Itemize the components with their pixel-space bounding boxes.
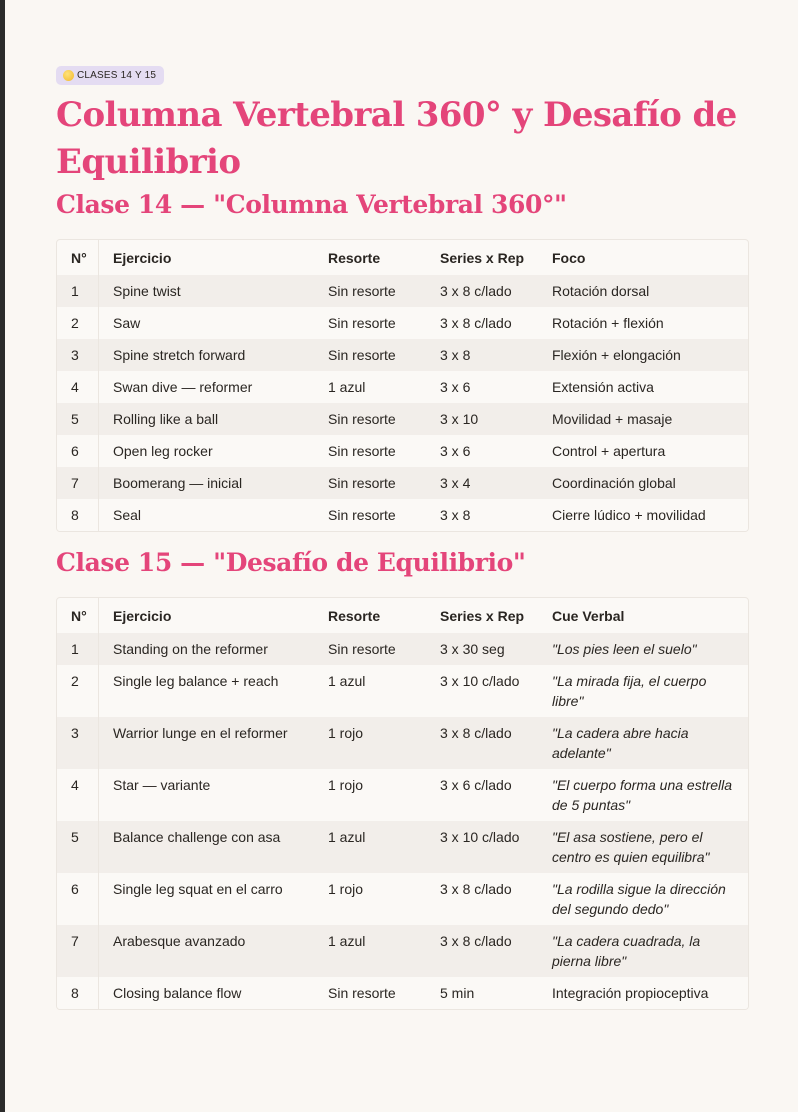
section-heading-clase-14: Clase 14 — "Columna Vertebral 360°" xyxy=(56,190,567,219)
table-row xyxy=(57,977,748,1009)
cell-ejercicio: Spine twist xyxy=(113,283,181,299)
cell-number: 6 xyxy=(57,435,99,467)
table-row xyxy=(57,633,748,665)
cell-resorte: 1 azul xyxy=(328,379,366,395)
table-clase-15 xyxy=(56,597,749,1010)
header-n: N° xyxy=(57,598,99,633)
cell-number: 8 xyxy=(57,977,99,1009)
cell-series: 3 x 8 c/lado xyxy=(440,283,512,299)
cell-series: 3 x 8 xyxy=(440,507,471,523)
header-series: Series x Rep xyxy=(440,250,525,266)
page-content xyxy=(56,66,749,1010)
cell-resorte: 1 rojo xyxy=(328,725,364,741)
cell-series: 3 x 6 xyxy=(440,379,471,395)
cell-resorte: Sin resorte xyxy=(328,475,396,491)
cell-series: 3 x 6 xyxy=(440,443,471,459)
cell-cue-verbal: "El asa sostiene, pero el centro es quien equilibra" xyxy=(552,829,710,865)
table-header-row xyxy=(57,598,748,633)
table-row xyxy=(57,435,748,467)
cell-number: 4 xyxy=(57,769,99,821)
cell-ejercicio: Standing on the reformer xyxy=(113,641,268,657)
table-row xyxy=(57,717,748,769)
table-clase-14 xyxy=(56,239,749,532)
table-row xyxy=(57,665,748,717)
cell-resorte: Sin resorte xyxy=(328,347,396,363)
cell-series: 3 x 8 xyxy=(440,347,471,363)
cell-foco: Extensión activa xyxy=(552,379,654,395)
badge-label: CLASES 14 Y 15 xyxy=(77,70,157,81)
table-row xyxy=(57,499,748,531)
cell-resorte: Sin resorte xyxy=(328,411,396,427)
cell-foco: Rotación dorsal xyxy=(552,283,650,299)
header-resorte: Resorte xyxy=(328,608,381,624)
cell-foco: Flexión + elongación xyxy=(552,347,681,363)
cell-ejercicio: Single leg balance + reach xyxy=(113,673,279,689)
cell-number: 3 xyxy=(57,339,99,371)
cell-resorte: Sin resorte xyxy=(328,315,396,331)
cell-foco: Rotación + flexión xyxy=(552,315,664,331)
cell-number: 5 xyxy=(57,403,99,435)
table-row xyxy=(57,275,748,307)
cell-ejercicio: Open leg rocker xyxy=(113,443,213,459)
cell-number: 1 xyxy=(57,275,99,307)
cell-series: 3 x 6 c/lado xyxy=(440,777,512,793)
cell-resorte: Sin resorte xyxy=(328,443,396,459)
cell-ejercicio: Boomerang — inicial xyxy=(113,475,243,491)
cell-ejercicio: Arabesque avanzado xyxy=(113,933,246,949)
cell-resorte: Sin resorte xyxy=(328,507,396,523)
table-row xyxy=(57,925,748,977)
cell-number: 3 xyxy=(57,717,99,769)
cell-resorte: 1 rojo xyxy=(328,881,364,897)
section-heading-clase-15: Clase 15 — "Desafío de Equilibrio" xyxy=(56,548,526,577)
classes-badge xyxy=(56,66,164,85)
cell-ejercicio: Closing balance flow xyxy=(113,985,242,1001)
header-cue-verbal: Cue Verbal xyxy=(552,608,625,624)
cell-resorte: 1 azul xyxy=(328,829,366,845)
cell-number: 8 xyxy=(57,499,99,531)
cell-ejercicio: Rolling like a ball xyxy=(113,411,219,427)
header-ejercicio: Ejercicio xyxy=(113,250,172,266)
table-header-row xyxy=(57,240,748,275)
cell-resorte: 1 rojo xyxy=(328,777,364,793)
cell-cue-verbal: "La rodilla sigue la dirección del segundo dedo" xyxy=(552,881,726,917)
cell-number: 5 xyxy=(57,821,99,873)
cell-series: 3 x 8 c/lado xyxy=(440,881,512,897)
cell-series: 5 min xyxy=(440,985,475,1001)
cell-ejercicio: Swan dive — reformer xyxy=(113,379,253,395)
table-row xyxy=(57,371,748,403)
cell-resorte: 1 azul xyxy=(328,933,366,949)
cell-series: 3 x 8 c/lado xyxy=(440,725,512,741)
cell-foco: Coordinación global xyxy=(552,475,676,491)
cell-resorte: Sin resorte xyxy=(328,641,396,657)
header-n: N° xyxy=(57,240,99,275)
cell-number: 2 xyxy=(57,307,99,339)
table-row xyxy=(57,467,748,499)
cell-foco: Cierre lúdico + movilidad xyxy=(552,507,706,523)
cell-cue-verbal: Integración propioceptiva xyxy=(552,985,709,1001)
cell-cue-verbal: "La cadera abre hacia adelante" xyxy=(552,725,689,761)
table-row xyxy=(57,307,748,339)
table-row xyxy=(57,769,748,821)
cell-cue-verbal: "La cadera cuadrada, la pierna libre" xyxy=(552,933,701,969)
table-row xyxy=(57,873,748,925)
table-row xyxy=(57,339,748,371)
cell-ejercicio: Spine stretch forward xyxy=(113,347,246,363)
table-row xyxy=(57,821,748,873)
cell-number: 7 xyxy=(57,925,99,977)
cell-resorte: 1 azul xyxy=(328,673,366,689)
cell-number: 4 xyxy=(57,371,99,403)
cell-number: 1 xyxy=(57,633,99,665)
cell-resorte: Sin resorte xyxy=(328,985,396,1001)
cell-series: 3 x 8 c/lado xyxy=(440,315,512,331)
cell-cue-verbal: "La mirada fija, el cuerpo libre" xyxy=(552,673,707,709)
yellow-circle-icon xyxy=(63,70,74,81)
page-title: Columna Vertebral 360° y Desafío de Equilibrio xyxy=(56,95,737,182)
cell-series: 3 x 10 c/lado xyxy=(440,673,520,689)
cell-resorte: Sin resorte xyxy=(328,283,396,299)
table-row xyxy=(57,403,748,435)
header-foco: Foco xyxy=(552,250,586,266)
cell-number: 6 xyxy=(57,873,99,925)
cell-ejercicio: Warrior lunge en el reformer xyxy=(113,725,288,741)
header-resorte: Resorte xyxy=(328,250,381,266)
header-ejercicio: Ejercicio xyxy=(113,608,172,624)
cell-ejercicio: Saw xyxy=(113,315,141,331)
cell-ejercicio: Seal xyxy=(113,507,142,523)
cell-ejercicio: Balance challenge con asa xyxy=(113,829,281,845)
cell-ejercicio: Star — variante xyxy=(113,777,211,793)
cell-series: 3 x 8 c/lado xyxy=(440,933,512,949)
header-series: Series x Rep xyxy=(440,608,525,624)
cell-series: 3 x 10 c/lado xyxy=(440,829,520,845)
cell-number: 7 xyxy=(57,467,99,499)
cell-series: 3 x 10 xyxy=(440,411,479,427)
cell-series: 3 x 30 seg xyxy=(440,641,505,657)
cell-series: 3 x 4 xyxy=(440,475,471,491)
cell-ejercicio: Single leg squat en el carro xyxy=(113,881,283,897)
cell-foco: Control + apertura xyxy=(552,443,666,459)
cell-foco: Movilidad + masaje xyxy=(552,411,673,427)
cell-cue-verbal: "Los pies leen el suelo" xyxy=(552,641,697,657)
cell-number: 2 xyxy=(57,665,99,717)
cell-cue-verbal: "El cuerpo forma una estrella de 5 puntas" xyxy=(552,777,733,813)
window-edge xyxy=(0,0,5,1112)
